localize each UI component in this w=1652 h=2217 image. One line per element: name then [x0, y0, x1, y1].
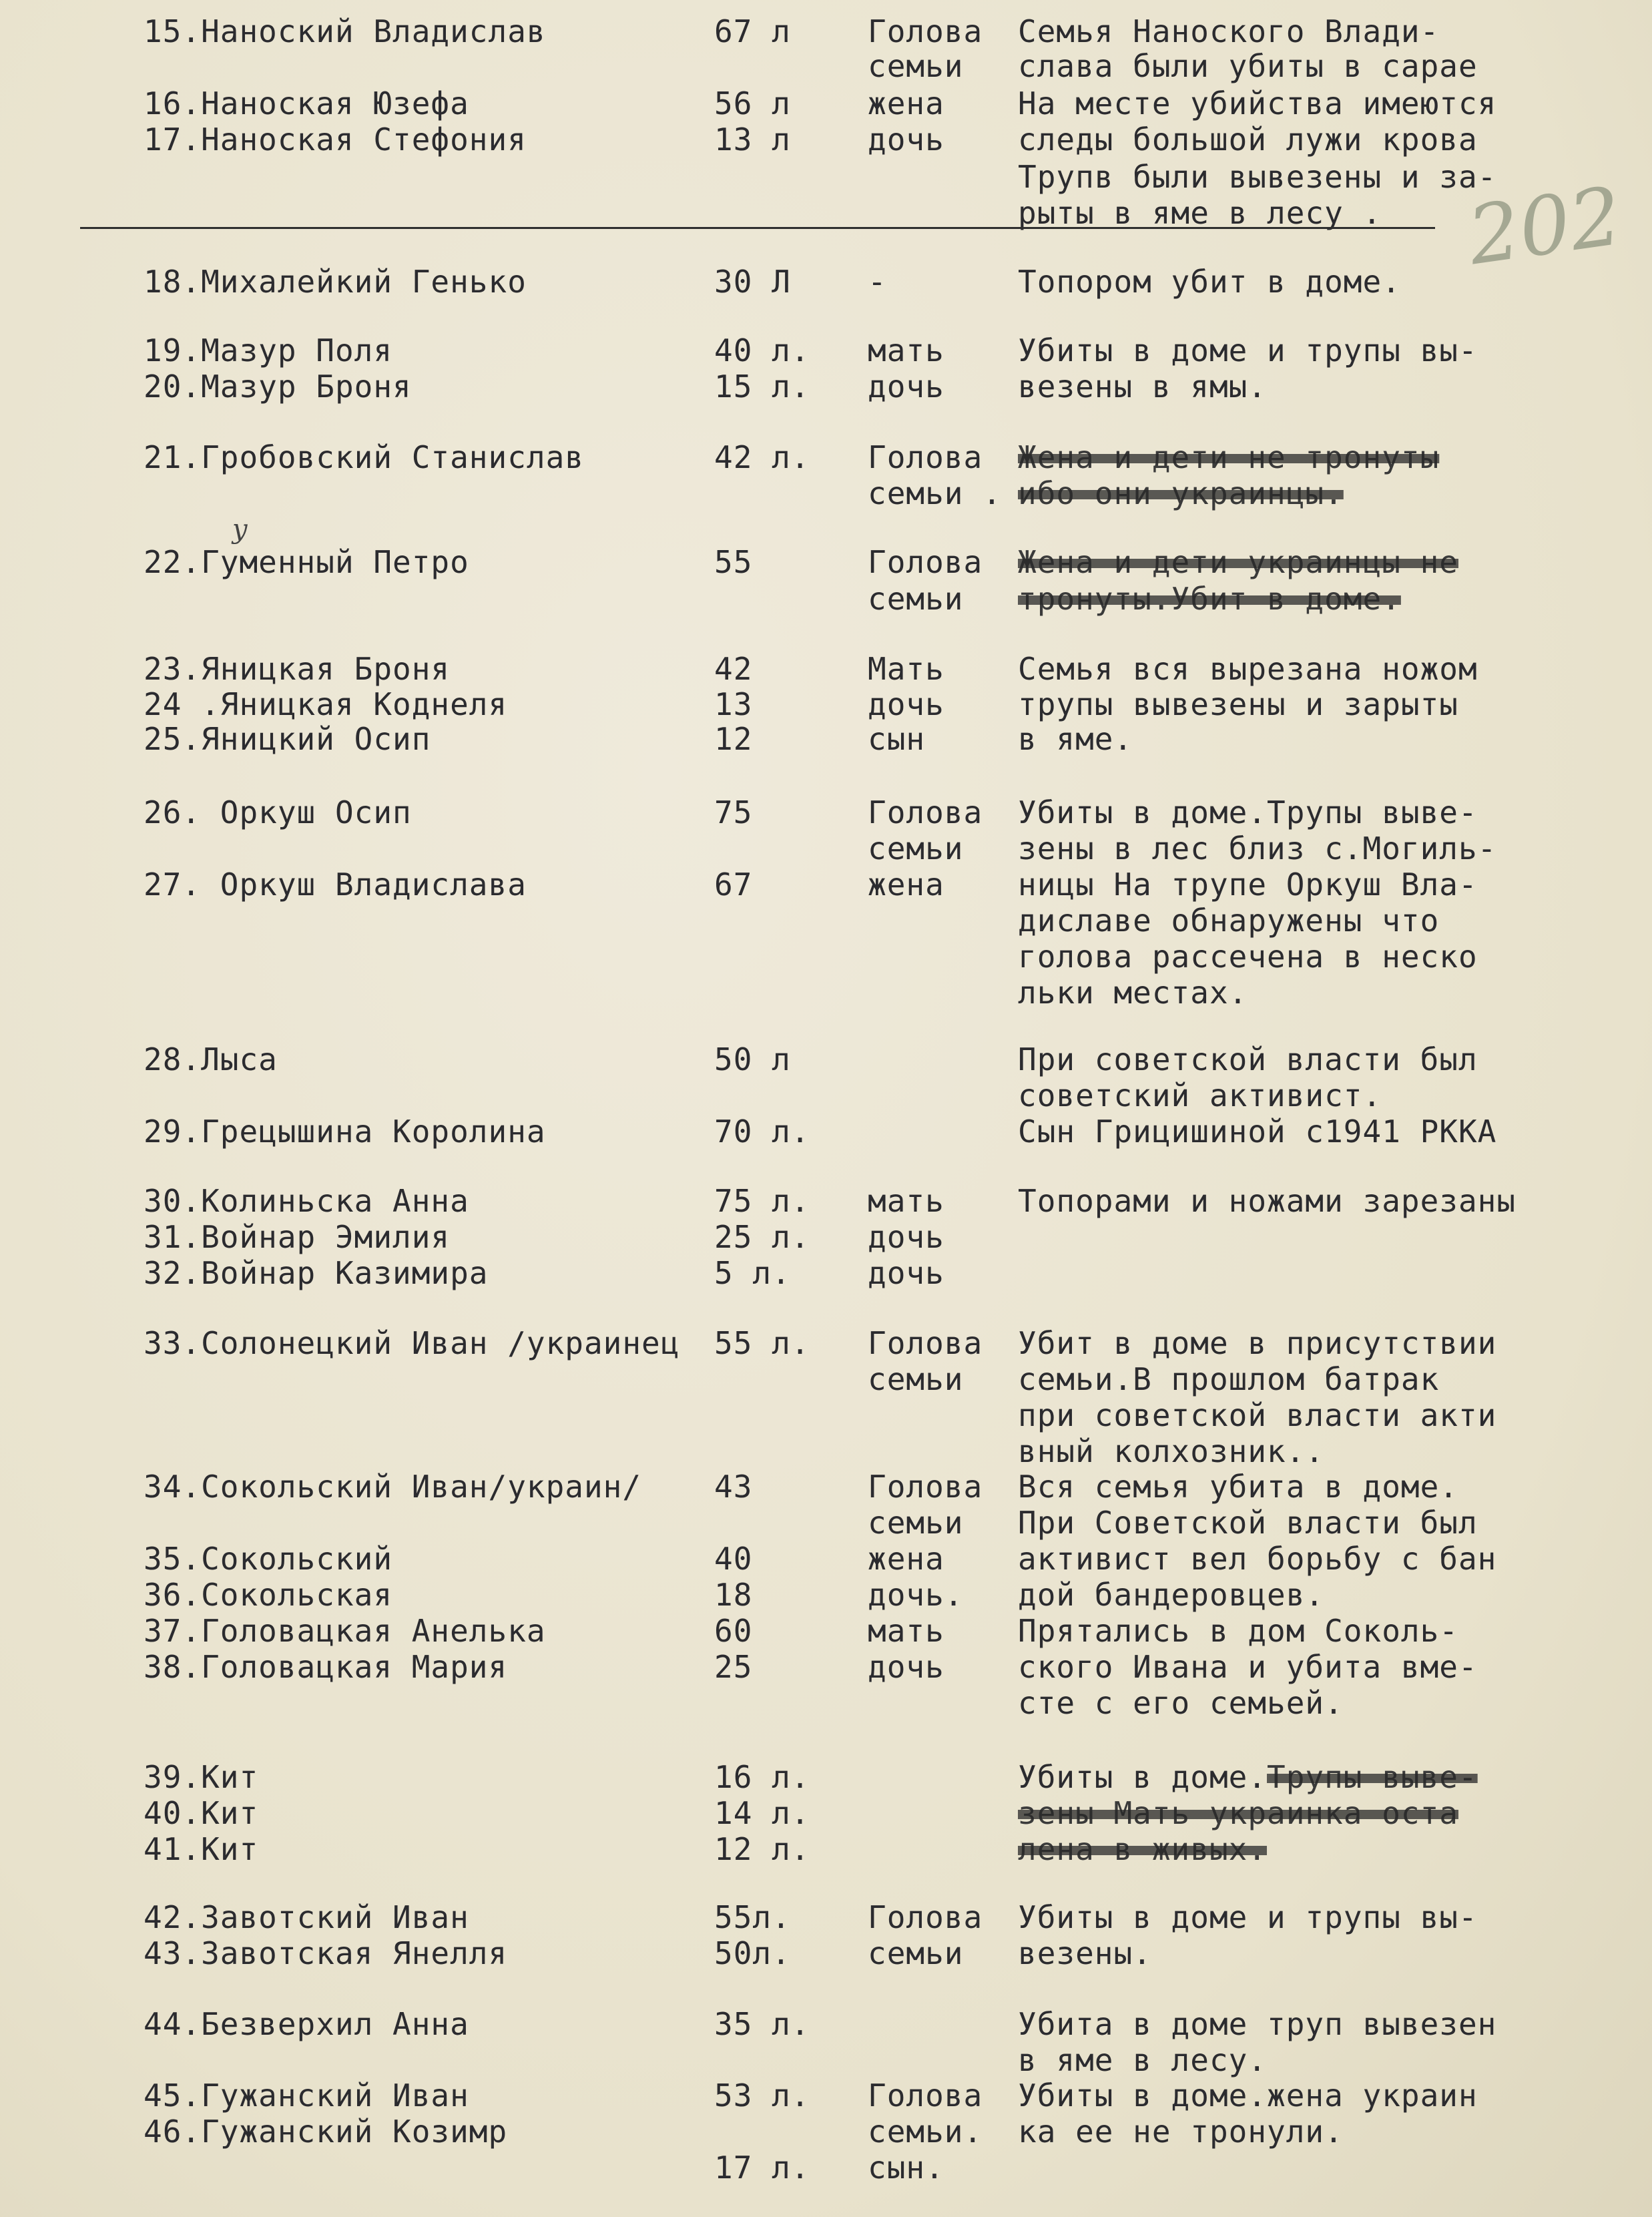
- entry-name: 36.Сокольская: [144, 1577, 393, 1613]
- entry-note: слава были убиты в сарае: [1018, 48, 1478, 84]
- entry-note: рыты в яме в лесу .: [1018, 195, 1382, 231]
- entry-note: При Советской власти был: [1018, 1505, 1478, 1541]
- entry-note: При советской власти был: [1018, 1041, 1478, 1077]
- entry-name: 40.Кит: [144, 1795, 259, 1831]
- entry-role: семьи .: [868, 475, 1002, 511]
- entry-age: 53 л.: [714, 2077, 810, 2114]
- entry-note: Сын Грицишиной с1941 РККА: [1018, 1114, 1497, 1150]
- list-item: [0, 1795, 1652, 1831]
- list-item: [0, 13, 1652, 49]
- entry-note: Жена и дети не тронуты: [1018, 439, 1440, 475]
- entry-role: дочь: [868, 1219, 944, 1255]
- entry-note: лена в живых.: [1018, 1831, 1268, 1867]
- entry-role: Голова: [868, 13, 983, 49]
- entry-name: 33.Солонецкий Иван /украинец: [144, 1325, 680, 1361]
- entry-age: 70 л.: [714, 1114, 810, 1150]
- list-item: [0, 159, 1652, 195]
- entry-role: семьи.: [868, 2114, 983, 2150]
- entry-name: 35.Сокольский: [144, 1541, 393, 1577]
- entry-age: 40: [714, 1541, 753, 1577]
- entry-name: 39.Кит: [144, 1759, 259, 1795]
- entry-note: трупы вывезены и зарыты: [1018, 686, 1458, 722]
- list-item: [0, 903, 1652, 939]
- entry-role: семьи: [868, 830, 964, 867]
- entry-role: Голова: [868, 2077, 983, 2114]
- entry-name: 15.Наноский Владислав: [144, 13, 546, 49]
- entry-note: в яме.: [1018, 721, 1133, 757]
- entry-note: На месте убийства имеются: [1018, 85, 1497, 121]
- entry-age: 25: [714, 1649, 753, 1685]
- entry-name: 18.Михалейкий Генько: [144, 264, 527, 300]
- list-item: [0, 867, 1652, 903]
- entry-note: голова рассечена в неско: [1018, 939, 1478, 975]
- entry-note: Убит в доме в присутствии: [1018, 1325, 1497, 1361]
- entry-name: 25.Яницкий Осип: [144, 721, 431, 757]
- list-item: [0, 475, 1652, 511]
- entry-name: 32.Войнар Казимира: [144, 1255, 489, 1291]
- list-item: [0, 1685, 1652, 1721]
- handwritten-correction: у: [232, 514, 248, 545]
- entry-role: сын.: [868, 2150, 944, 2186]
- entry-age: 50 л: [714, 1041, 791, 1077]
- entry-note: тронуты.Убит в доме.: [1018, 581, 1401, 617]
- entry-role: жена: [868, 1541, 944, 1577]
- entry-name: 24 .Яницкая Коднеля: [144, 686, 508, 722]
- entry-note: в яме в лесу.: [1018, 2042, 1268, 2078]
- list-item: [0, 1469, 1652, 1505]
- entry-name: 28.Лыса: [144, 1041, 278, 1077]
- list-item: [0, 1505, 1652, 1541]
- entry-age: 35 л.: [714, 2006, 810, 2042]
- entry-note: сте с его семьей.: [1018, 1685, 1344, 1721]
- entry-role: жена: [868, 867, 944, 903]
- list-item: [0, 368, 1652, 405]
- entry-note: зены Мать украинка оста: [1018, 1795, 1458, 1831]
- entry-age: 12 л.: [714, 1831, 810, 1867]
- list-item: [0, 1325, 1652, 1361]
- entry-note: везены в ямы.: [1018, 368, 1268, 405]
- list-item: [0, 1219, 1652, 1255]
- entry-note: дой бандеровцев.: [1018, 1577, 1325, 1613]
- entry-role: Голова: [868, 1469, 983, 1505]
- entry-note: Убиты в доме и трупы вы-: [1018, 1899, 1478, 1935]
- entry-note: Убиты в доме.Трупы выве-: [1018, 794, 1478, 830]
- list-item: [0, 332, 1652, 368]
- entry-note: зены в лес близ с.Могиль-: [1018, 830, 1497, 867]
- list-item: [0, 2114, 1652, 2150]
- entry-name: 44.Безверхил Анна: [144, 2006, 469, 2042]
- list-item: [0, 85, 1652, 121]
- entry-name: 20.Мазур Броня: [144, 368, 412, 405]
- entry-note: везены.: [1018, 1935, 1152, 1971]
- entry-age: 40 л.: [714, 332, 810, 368]
- entry-age: 13 л: [714, 121, 791, 158]
- entry-age: 55л.: [714, 1899, 791, 1935]
- list-item: [0, 1077, 1652, 1114]
- list-item: [0, 1935, 1652, 1971]
- entry-age: 12: [714, 721, 753, 757]
- entry-name: 17.Наноская Стефония: [144, 121, 527, 158]
- entry-age: 75: [714, 794, 753, 830]
- entry-role: Голова: [868, 794, 983, 830]
- list-item: [0, 2006, 1652, 2042]
- list-item: [0, 1433, 1652, 1469]
- entry-name: 21.Гробовский Станислав: [144, 439, 584, 475]
- entry-role: Голова: [868, 1899, 983, 1935]
- entry-age: 67 л: [714, 13, 791, 49]
- entry-role: дочь: [868, 368, 944, 405]
- entry-role: Мать: [868, 651, 944, 687]
- entry-name: 30.Колиньска Анна: [144, 1183, 469, 1219]
- entry-name: 19.Мазур Поля: [144, 332, 393, 368]
- entry-role: мать: [868, 1613, 944, 1649]
- entry-name: 23.Яницкая Броня: [144, 651, 451, 687]
- entry-age: 16 л.: [714, 1759, 810, 1795]
- list-item: [0, 48, 1652, 84]
- entry-name: 38.Головацкая Мария: [144, 1649, 508, 1685]
- entry-age: 55 л.: [714, 1325, 810, 1361]
- entry-name: 29.Грецышина Королина: [144, 1114, 546, 1150]
- entry-age: 50л.: [714, 1935, 791, 1971]
- entry-role: Голова: [868, 544, 983, 580]
- entry-age: 25 л.: [714, 1219, 810, 1255]
- entry-note: Семья вся вырезана ножом: [1018, 651, 1478, 687]
- list-item: [0, 581, 1652, 617]
- entry-name: 42.Завотский Иван: [144, 1899, 469, 1935]
- entry-role: -: [868, 264, 887, 300]
- entry-role: Голова: [868, 1325, 983, 1361]
- entry-role: дочь: [868, 1255, 944, 1291]
- horizontal-rule: [80, 227, 1435, 229]
- entry-role: дочь: [868, 121, 944, 158]
- list-item: [0, 651, 1652, 687]
- entry-note: советский активист.: [1018, 1077, 1382, 1114]
- entry-name: 31.Войнар Эмилия: [144, 1219, 451, 1255]
- list-item: [0, 1613, 1652, 1649]
- list-item: [0, 195, 1652, 231]
- list-item: [0, 939, 1652, 975]
- list-item: [0, 1397, 1652, 1433]
- entry-note: ибо они украинцы.: [1018, 475, 1344, 511]
- entry-note: следы большой лужи крова: [1018, 121, 1478, 158]
- entry-role: семьи: [868, 48, 964, 84]
- entry-note: Прятались в дом Соколь-: [1018, 1613, 1458, 1649]
- list-item: [0, 121, 1652, 158]
- entry-note: Жена и дети украинцы не: [1018, 544, 1458, 580]
- list-item: [0, 975, 1652, 1011]
- list-item: [0, 2150, 1652, 2186]
- list-item: [0, 2077, 1652, 2114]
- entry-note: Вся семья убита в доме.: [1018, 1469, 1458, 1505]
- list-item: [0, 1649, 1652, 1685]
- entry-name: 43.Завотская Янелля: [144, 1935, 508, 1971]
- entry-name: 46.Гужанский Козимр: [144, 2114, 508, 2150]
- entry-name: 41.Кит: [144, 1831, 259, 1867]
- entry-age: 5 л.: [714, 1255, 791, 1291]
- entry-note: Трупв были вывезены и за-: [1018, 159, 1497, 195]
- entry-age: 30 Л: [714, 264, 791, 300]
- list-item: [0, 686, 1652, 722]
- entry-age: 67: [714, 867, 753, 903]
- entry-age: 42 л.: [714, 439, 810, 475]
- list-item: [0, 544, 1652, 580]
- entry-note: Убиты в доме.Трупы выве-: [1018, 1759, 1478, 1795]
- entry-age: 42: [714, 651, 753, 687]
- entry-age: 75 л.: [714, 1183, 810, 1219]
- entry-note: Убиты в доме.жена украин: [1018, 2077, 1478, 2114]
- entry-name: 27. Оркуш Владислава: [144, 867, 527, 903]
- entry-note: вный колхозник..: [1018, 1433, 1325, 1469]
- entry-role: жена: [868, 85, 944, 121]
- entry-age: 17 л.: [714, 2150, 810, 2186]
- entry-note: семьи.В прошлом батрак: [1018, 1361, 1440, 1397]
- entry-name: 45.Гужанский Иван: [144, 2077, 469, 2114]
- list-item: [0, 2042, 1652, 2078]
- entry-note: Топором убит в доме.: [1018, 264, 1401, 300]
- entry-role: дочь: [868, 1649, 944, 1685]
- list-item: [0, 1831, 1652, 1867]
- entry-role: семьи: [868, 1505, 964, 1541]
- entry-note: активист вел борьбу с бан: [1018, 1541, 1497, 1577]
- entry-note: льки местах.: [1018, 975, 1248, 1011]
- entry-name: 16.Наноская Юзефа: [144, 85, 469, 121]
- list-item: [0, 794, 1652, 830]
- list-item: [0, 1361, 1652, 1397]
- entry-role: дочь.: [868, 1577, 964, 1613]
- entry-name: 34.Сокольский Иван/украин/: [144, 1469, 642, 1505]
- entry-note: Убита в доме труп вывезен: [1018, 2006, 1497, 2042]
- entry-note: ницы На трупе Оркуш Вла-: [1018, 867, 1478, 903]
- entry-role: сын: [868, 721, 926, 757]
- list-item: [0, 1114, 1652, 1150]
- entry-role: семьи: [868, 581, 964, 617]
- list-item: [0, 1183, 1652, 1219]
- entry-name: 37.Головацкая Анелька: [144, 1613, 546, 1649]
- entry-note: Семья Наноского Влади-: [1018, 13, 1440, 49]
- entry-role: семьи: [868, 1361, 964, 1397]
- entry-age: 15 л.: [714, 368, 810, 405]
- entry-age: 14 л.: [714, 1795, 810, 1831]
- list-item: [0, 830, 1652, 867]
- pencil-page-number: 202: [1462, 170, 1627, 284]
- list-item: [0, 264, 1652, 300]
- entry-note: при советской власти акти: [1018, 1397, 1497, 1433]
- entry-note: Убиты в доме и трупы вы-: [1018, 332, 1478, 368]
- list-item: [0, 1041, 1652, 1077]
- entry-age: 56 л: [714, 85, 791, 121]
- entry-note: диславе обнаружены что: [1018, 903, 1440, 939]
- entry-name: 26. Оркуш Осип: [144, 794, 412, 830]
- entry-age: 18: [714, 1577, 753, 1613]
- list-item: [0, 1899, 1652, 1935]
- entry-age: 43: [714, 1469, 753, 1505]
- list-item: [0, 439, 1652, 475]
- list-item: [0, 1577, 1652, 1613]
- entry-role: мать: [868, 332, 944, 368]
- entry-age: 55: [714, 544, 753, 580]
- entry-role: Голова: [868, 439, 983, 475]
- entry-role: мать: [868, 1183, 944, 1219]
- list-item: [0, 1759, 1652, 1795]
- entry-name: 22.Гуменный Петро: [144, 544, 469, 580]
- entry-age: 13: [714, 686, 753, 722]
- list-item: [0, 1541, 1652, 1577]
- entry-age: 60: [714, 1613, 753, 1649]
- entry-note: ка ее не тронули.: [1018, 2114, 1344, 2150]
- entry-role: семьи: [868, 1935, 964, 1971]
- entry-note: ского Ивана и убита вме-: [1018, 1649, 1478, 1685]
- list-item: [0, 721, 1652, 757]
- list-item: [0, 1255, 1652, 1291]
- entry-role: дочь: [868, 686, 944, 722]
- entry-note: Топорами и ножами зарезаны: [1018, 1183, 1517, 1219]
